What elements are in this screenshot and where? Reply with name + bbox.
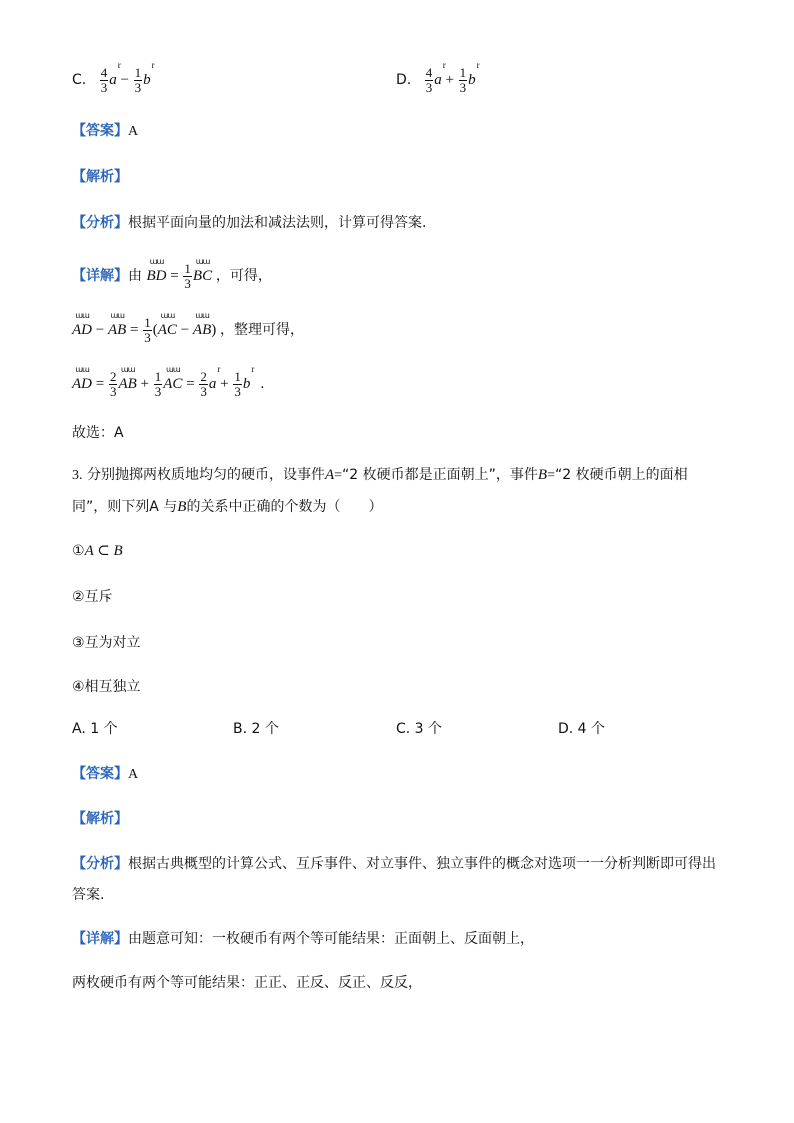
choice-b: B. 2 个	[233, 721, 279, 737]
fenxi-text-cont: 答案.	[72, 887, 105, 903]
vector-ab: ɯɯ AB	[192, 310, 212, 338]
xiangjie-prefix: 由	[128, 267, 142, 284]
text-after-eq2: ，整理可得，	[219, 321, 304, 338]
answer-tag: 【答案】	[72, 123, 128, 139]
option-c-expression	[99, 59, 155, 95]
vector-a: r a	[434, 59, 446, 88]
choice-d: D. 4 个	[558, 721, 606, 737]
answer-tag: 【答案】	[72, 766, 128, 782]
q3-fenxi-line-1	[72, 855, 716, 873]
text-after-eq1: ，可得，	[215, 267, 272, 284]
vector-b: r b	[468, 59, 480, 88]
q3-item-2	[72, 588, 113, 606]
equals-sign: =	[547, 468, 555, 483]
q3-stem-line-1	[72, 466, 688, 485]
subset-relation: A ⊂ B	[84, 543, 123, 559]
equation-ad-result: ɯɯ AD = $\frac{2}{3}$ ɯɯ AB + $\frac{1}{3}$ ɯɯ AC = $\frac{2}{3}$ r a + $\frac{1}{3}$ r b	[72, 363, 255, 399]
choose-line	[72, 424, 124, 442]
q3-item-4	[72, 678, 141, 696]
vector-ac: ɯɯ AC	[163, 364, 183, 392]
q3-answer-line	[72, 765, 138, 784]
q3-last-line	[72, 974, 422, 992]
minus-sign: −	[120, 71, 129, 88]
event-b: B	[537, 467, 548, 483]
vector-ad: ɯɯ AD	[72, 364, 92, 392]
option-d	[396, 59, 480, 95]
q3-xiangjie-line	[72, 930, 534, 948]
analysis-heading	[72, 168, 128, 186]
jiexi-tag: 【解析】	[72, 811, 128, 827]
item-text: ④相互独立	[72, 679, 141, 695]
fraction: $\frac{2}{3}$	[109, 369, 117, 399]
event-b: B	[177, 499, 187, 515]
q3-analysis-heading	[72, 810, 128, 828]
q3-quote-b: “2 枚硬币朝上的面相	[554, 467, 688, 483]
q3-item-3	[72, 634, 141, 652]
fenxi-line	[72, 214, 426, 232]
vector-bc: ɯɯ BC	[192, 256, 213, 284]
vector-a: r a	[208, 363, 221, 392]
fraction: $\frac{1}{3}$	[184, 261, 191, 291]
q3-item-1	[72, 542, 123, 560]
vector-bd: ɯɯ BD	[146, 256, 167, 284]
answer-line	[72, 122, 138, 141]
question-number: 3.	[72, 468, 83, 483]
answer-value: A	[128, 124, 139, 139]
fenxi-tag: 【分析】	[72, 856, 128, 872]
option-d-label: D.	[396, 71, 412, 88]
event-a: A	[324, 467, 335, 483]
q3-quote-a: “2 枚硬币都是正面朝上”，事件	[342, 467, 538, 483]
xiangjie-line-1	[72, 256, 272, 291]
xiangjie-tag: 【详解】	[72, 267, 128, 284]
item-text: ②互斥	[72, 589, 113, 605]
vector-ab: ɯɯ AB	[107, 310, 127, 338]
vector-ad: ɯɯ AD	[72, 310, 92, 338]
fraction: $\frac{1}{3}$	[234, 369, 241, 399]
choice-c: C. 3 个	[396, 721, 443, 737]
q3-stem-line2-b: 的关系中正确的个数为（ ）	[186, 499, 383, 515]
fraction: $\frac{4}{3}$	[100, 65, 108, 95]
fenxi-tag: 【分析】	[72, 215, 128, 231]
q3-stem-line-2	[72, 498, 382, 516]
equation-ad-ab: ɯɯ AD − ɯɯ AB = $\frac{1}{3}$ ( ɯɯ AC − ɯɯ AB)	[72, 310, 217, 345]
option-d-expression	[424, 59, 480, 95]
fraction: $\frac{1}{3}$	[144, 315, 151, 345]
item-number: ①	[72, 543, 85, 559]
fraction: $\frac{1}{3}$	[134, 65, 142, 95]
equals-sign: =	[334, 468, 343, 483]
q3-stem-line2-a: 同”，则下列A 与	[72, 499, 178, 515]
fenxi-text: 根据平面向量的加法和减法法则，计算可得答案.	[128, 215, 427, 231]
xiangjie-tag: 【详解】	[72, 931, 128, 947]
jiexi-tag: 【解析】	[72, 169, 128, 185]
xiangjie-text: 由题意可知：一枚硬币有两个等可能结果：正面朝上、反面朝上，	[128, 931, 534, 947]
vector-ac: ɯɯ AC	[157, 310, 177, 338]
period: .	[260, 375, 265, 392]
choice-a: A. 1 个	[72, 721, 118, 737]
option-c	[72, 59, 155, 95]
q3-stem-part1: 分别抛掷两枚质地均匀的硬币，设事件	[86, 467, 325, 483]
vector-a: r a	[109, 59, 121, 88]
fenxi-text: 根据古典概型的计算公式、互斥事件、对立事件、独立事件的概念对选项一一分析判断即可得出	[128, 856, 716, 872]
outcomes-text: 两枚硬币有两个等可能结果：正正、正反、反正、反反，	[72, 975, 422, 991]
answer-value: A	[128, 767, 139, 782]
fraction: $\frac{2}{3}$	[200, 369, 207, 399]
fraction: $\frac{1}{3}$	[154, 369, 162, 399]
item-text: ③互为对立	[72, 635, 141, 651]
xiangjie-line-3	[72, 363, 265, 399]
equation-bd-bc: ɯɯ BD = $\frac{1}{3}$ ɯɯ BC	[146, 256, 213, 291]
fraction: $\frac{1}{3}$	[459, 65, 467, 95]
q3-fenxi-line-2	[72, 886, 104, 904]
option-c-label: C.	[72, 71, 87, 88]
vector-b: r b	[143, 59, 155, 88]
choose-text: 故选：A	[72, 425, 124, 441]
xiangjie-line-2	[72, 310, 304, 345]
vector-b: r b	[242, 363, 255, 392]
plus-sign: +	[445, 71, 454, 88]
vector-ab: ɯɯ AB	[118, 364, 137, 392]
fraction: $\frac{4}{3}$	[425, 65, 433, 95]
